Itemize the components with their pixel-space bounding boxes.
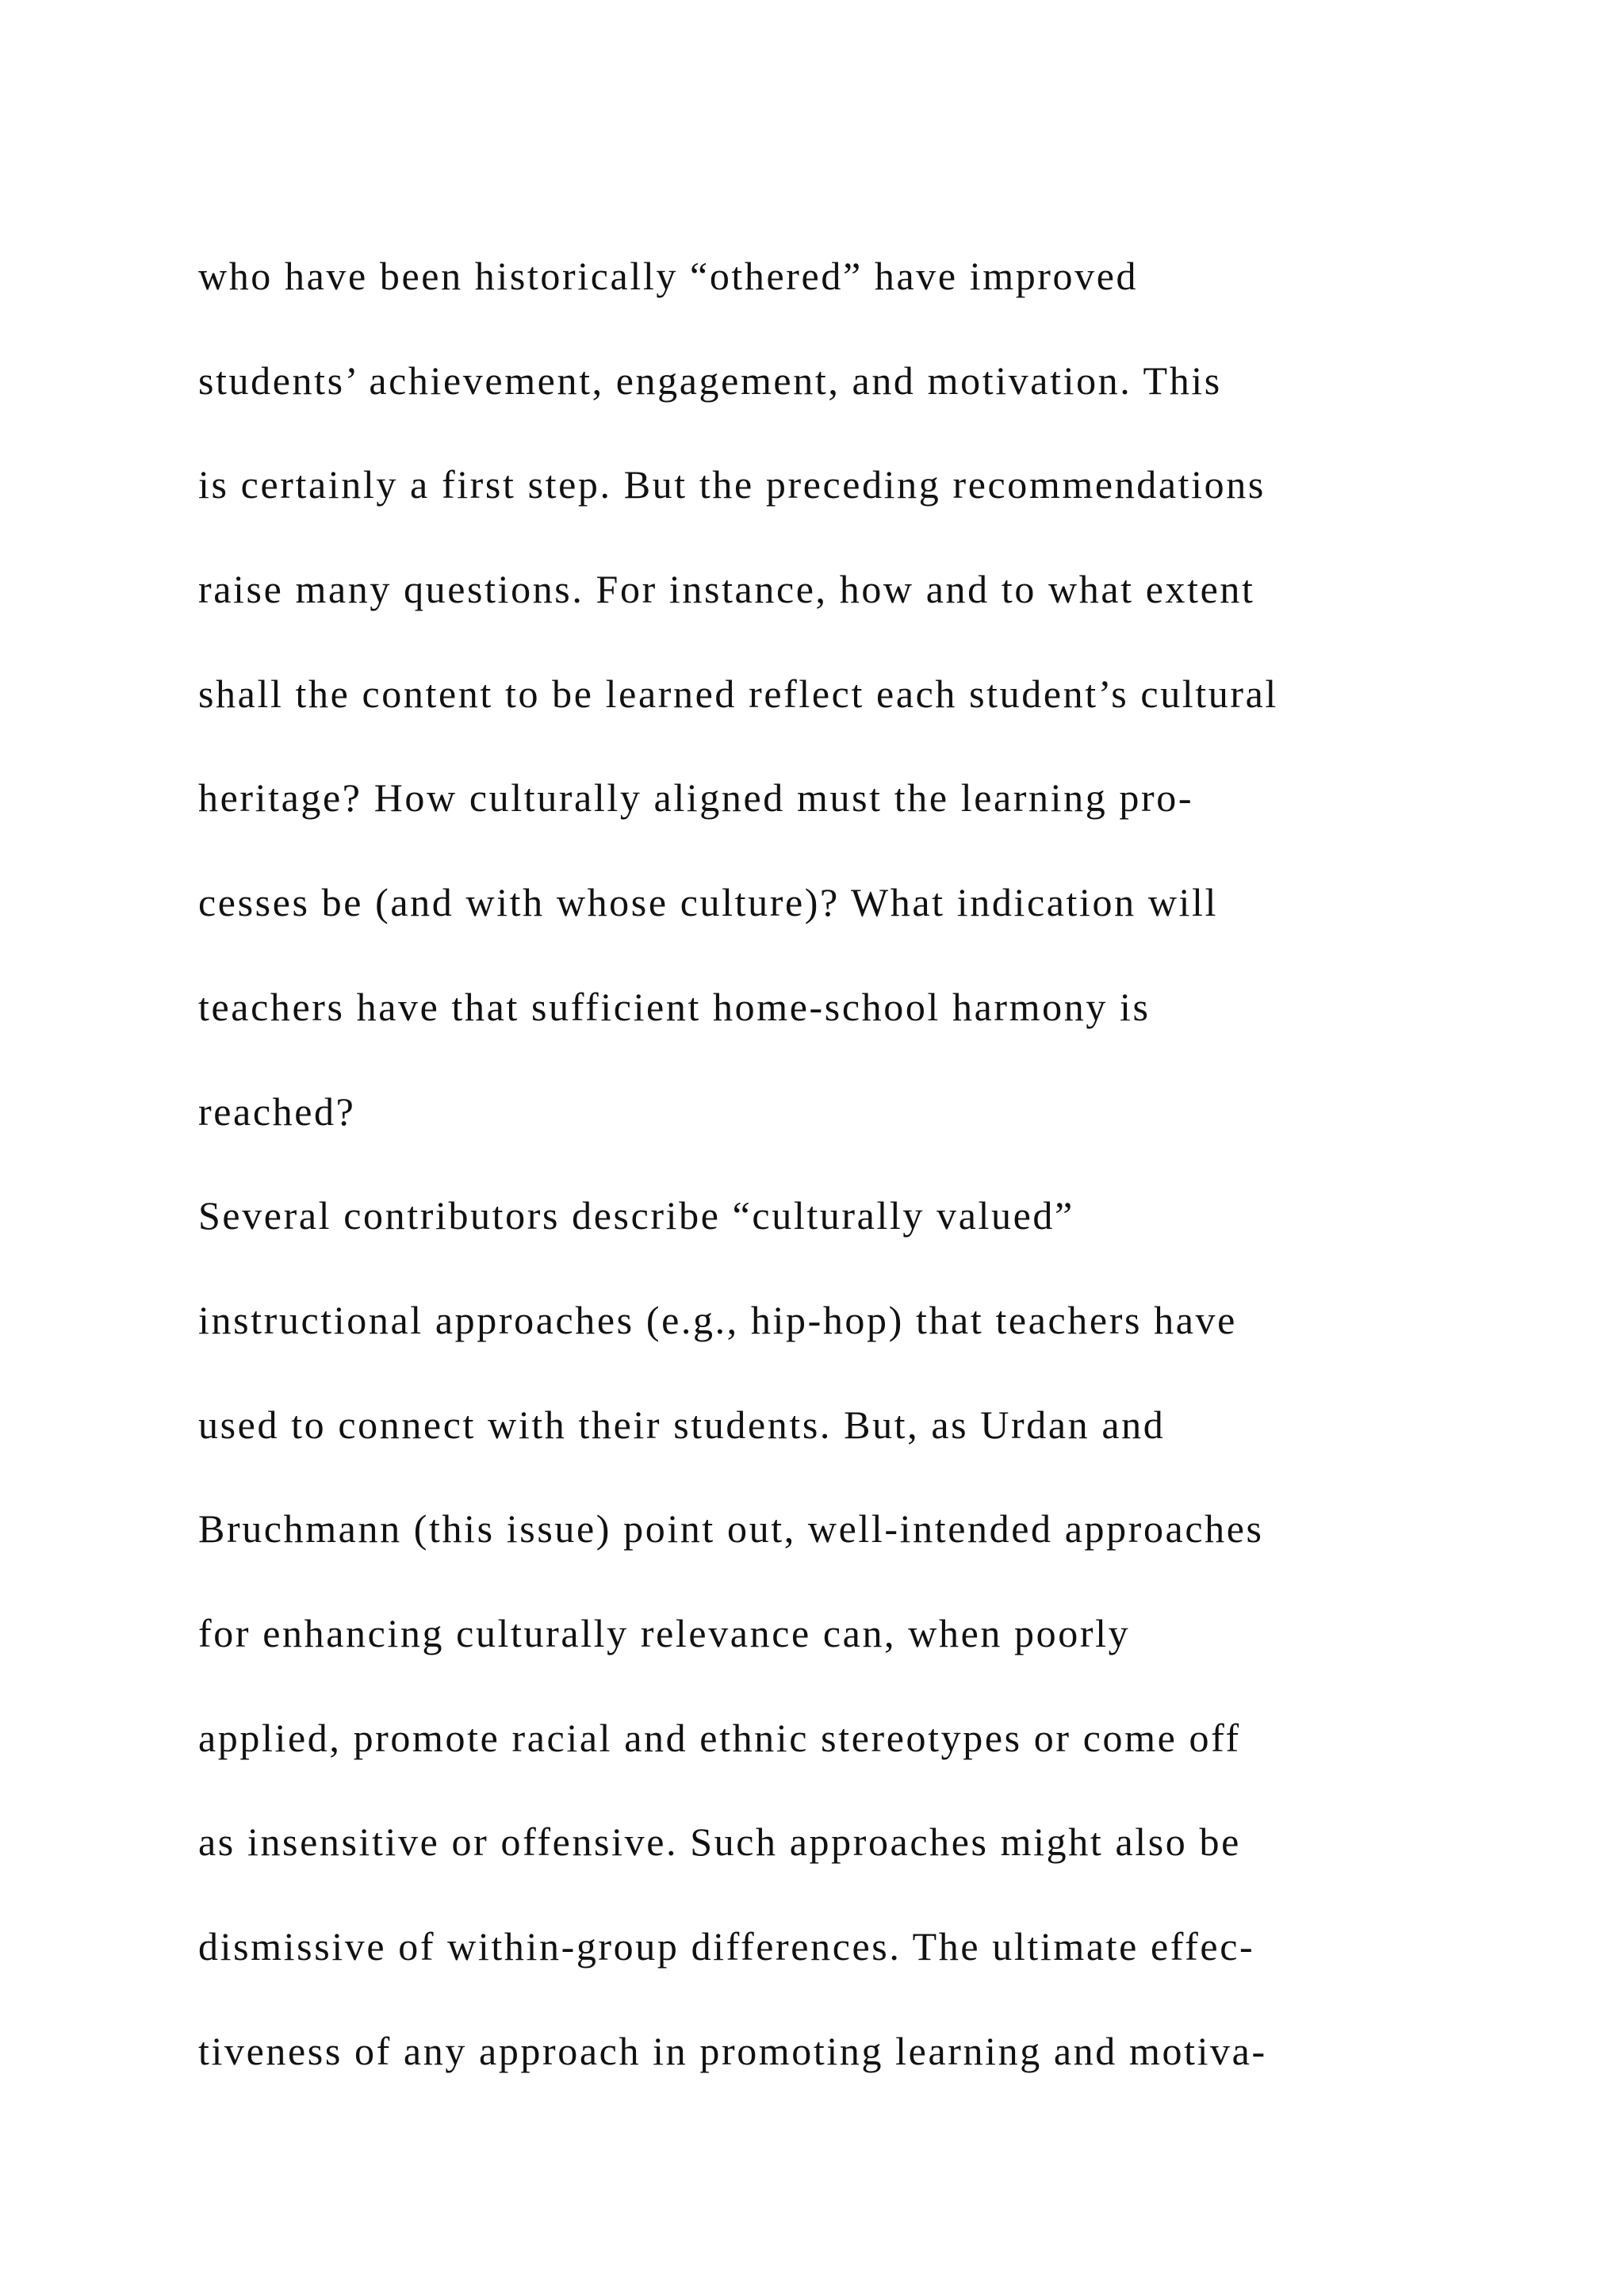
text-line: tiveness of any approach in promoting learning and motiva- [198, 2028, 1267, 2073]
text-line: instructional approaches (e.g., hip-hop) that teachers have [198, 1297, 1237, 1342]
text-line: shall the content to be learned reflect each student’s cultural [198, 671, 1278, 716]
text-line: reached? [198, 1089, 356, 1134]
body-text [198, 247, 1435, 2126]
text-line: is certainly a first step. But the preceding recommendations [198, 462, 1266, 507]
text-line: for enhancing culturally relevance can, when poorly [198, 1610, 1131, 1655]
text-line: Bruchmann (this issue) point out, well-intended approaches [198, 1506, 1264, 1552]
text-line: Several contributors describe “culturally valued” [198, 1193, 1074, 1238]
text-line: as insensitive or offensive. Such approaches might also be [198, 1820, 1241, 1865]
text-line: cesses be (and with whose culture)? What indication will [198, 880, 1219, 925]
text-line: raise many questions. For instance, how and to what extent [198, 567, 1255, 612]
text-line: applied, promote racial and ethnic stereotypes or come off [198, 1715, 1241, 1760]
text-line: students’ achievement, engagement, and motivation. This [198, 358, 1222, 403]
text-line: who have been historically “othered” have improved [198, 254, 1139, 298]
text-line: dismissive of within-group differences. The ultimate effec- [198, 1924, 1255, 1969]
text-line: teachers have that sufficient home-school harmony is [198, 984, 1151, 1029]
text-line: heritage? How culturally aligned must the learning pro- [198, 775, 1194, 821]
text-line: used to connect with their students. But, as Urdan and [198, 1402, 1166, 1447]
